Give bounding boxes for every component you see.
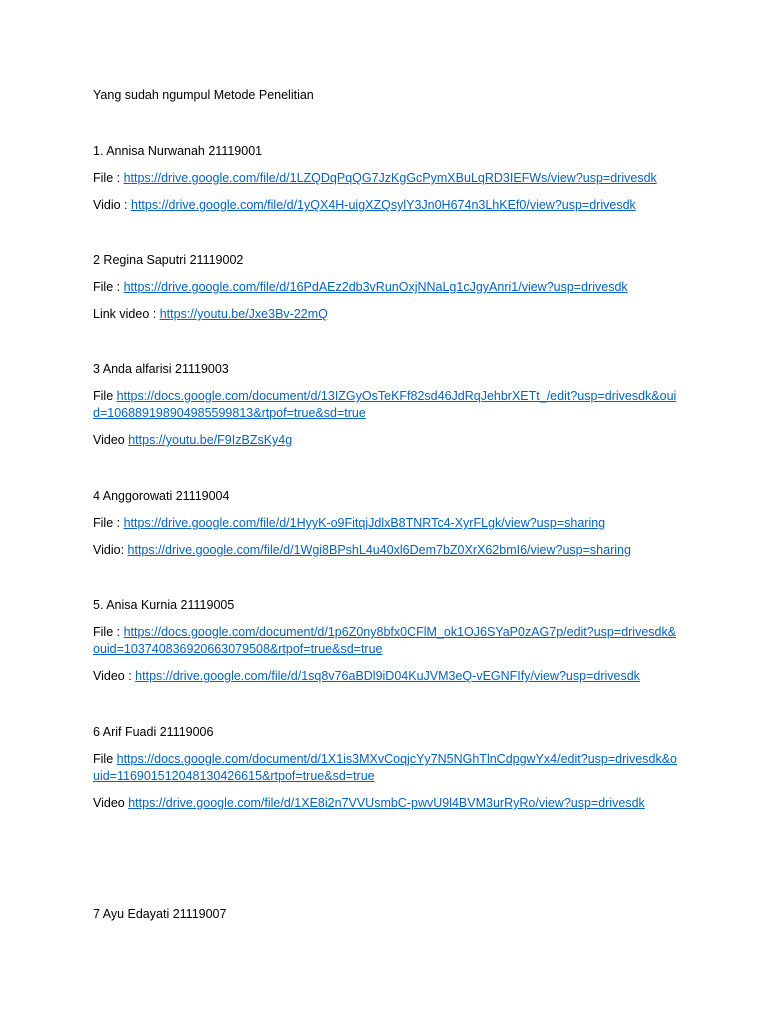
- file-link[interactable]: https://docs.google.com/document/d/1p6Z0ny8bfx0CFlM_ok1OJ6SYaP0zAG7p/edit?usp=drivesdk&ouid=103740836920663079508&rtpof=true&sd=true: [93, 625, 677, 656]
- entry-heading: 4 Anggorowati 21119004: [93, 489, 230, 503]
- file-line: [93, 624, 678, 658]
- file-link[interactable]: https://drive.google.com/file/d/16PdAEz2db3vRunOxjNNaLg1cJgyAnri1/view?usp=drivesdk: [123, 280, 628, 294]
- entry-heading: 1. Annisa Nurwanah 21119001: [93, 144, 263, 158]
- video-link[interactable]: https://youtu.be/Jxe3Bv-22mQ: [159, 307, 328, 321]
- video-link[interactable]: https://drive.google.com/file/d/1yQX4H-uigXZQsylY3Jn0H674n3LhKEf0/view?usp=drivesdk: [131, 198, 636, 212]
- video-line: [93, 197, 693, 214]
- video-line: [93, 432, 693, 449]
- entry-heading: 3 Anda alfarisi 21119003: [93, 362, 229, 376]
- video-link[interactable]: https://drive.google.com/file/d/1sq8v76aBDl9iD04KuJVM3eQ-vEGNFIfy/view?usp=drivesdk: [135, 669, 640, 683]
- student-entry-2: [93, 252, 693, 323]
- student-entry-3: [93, 361, 693, 449]
- video-link[interactable]: https://drive.google.com/file/d/1Wgi8BPshL4u40xl6Dem7bZ0XrX62bmI6/view?usp=sharing: [127, 543, 631, 557]
- line-label: File :: [93, 280, 124, 294]
- file-line: [93, 388, 678, 422]
- student-entry-4: [93, 488, 693, 559]
- file-link[interactable]: https://drive.google.com/file/d/1LZQDqPqQG7JzKgGcPymXBuLqRD3IEFWs/view?usp=drivesdk: [123, 171, 657, 185]
- document-title: Yang sudah ngumpul Metode Penelitian: [93, 88, 314, 102]
- line-label: Link video :: [93, 307, 160, 321]
- video-link[interactable]: https://drive.google.com/file/d/1XE8i2n7VVUsmbC-pwvU9l4BVM3urRyRo/view?usp=drivesdk: [128, 796, 645, 810]
- student-entry-1: [93, 143, 693, 214]
- line-label: Video: [93, 796, 129, 810]
- file-line: [93, 515, 693, 532]
- entry-heading: 7 Ayu Edayati 21119007: [93, 907, 227, 921]
- line-label: File :: [93, 171, 124, 185]
- entry-heading: 2 Regina Saputri 21119002: [93, 253, 244, 267]
- line-label: File :: [93, 625, 124, 639]
- entry-heading: 6 Arif Fuadi 21119006: [93, 725, 214, 739]
- video-line: [93, 668, 693, 685]
- video-line: [93, 542, 693, 559]
- line-label: File: [93, 752, 117, 766]
- video-link[interactable]: https://youtu.be/F9IzBZsKy4g: [128, 433, 293, 447]
- document-page: [93, 0, 693, 1024]
- entry-heading: 5. Anisa Kurnia 21119005: [93, 598, 235, 612]
- video-line: [93, 306, 693, 323]
- file-link[interactable]: https://drive.google.com/file/d/1HyyK-o9FitqjJdlxB8TNRTc4-XyrFLgk/view?usp=sharing: [123, 516, 606, 530]
- file-link[interactable]: https://docs.google.com/document/d/13IZGyOsTeKFf82sd46JdRqJehbrXETt_/edit?usp=drivesdk&ouid=106889198904985599813&rtpof=true&sd=true: [93, 389, 677, 420]
- file-line: [93, 279, 693, 296]
- line-label: Video :: [93, 669, 136, 683]
- video-line: [93, 795, 693, 812]
- file-line: [93, 170, 693, 187]
- line-label: Video: [93, 433, 129, 447]
- file-line: [93, 751, 678, 785]
- line-label: File :: [93, 516, 124, 530]
- student-entry-6: [93, 724, 693, 812]
- file-link[interactable]: https://docs.google.com/document/d/1X1is3MXvCoqjcYy7N5NGhTlnCdpgwYx4/edit?usp=drivesdk&ouid=116901512048130426615&rtpof=true&sd=true: [93, 752, 677, 783]
- line-label: File: [93, 389, 117, 403]
- line-label: Vidio :: [93, 198, 131, 212]
- line-label: Vidio:: [93, 543, 128, 557]
- student-entry-5: [93, 597, 693, 685]
- student-entry-7: [93, 906, 693, 923]
